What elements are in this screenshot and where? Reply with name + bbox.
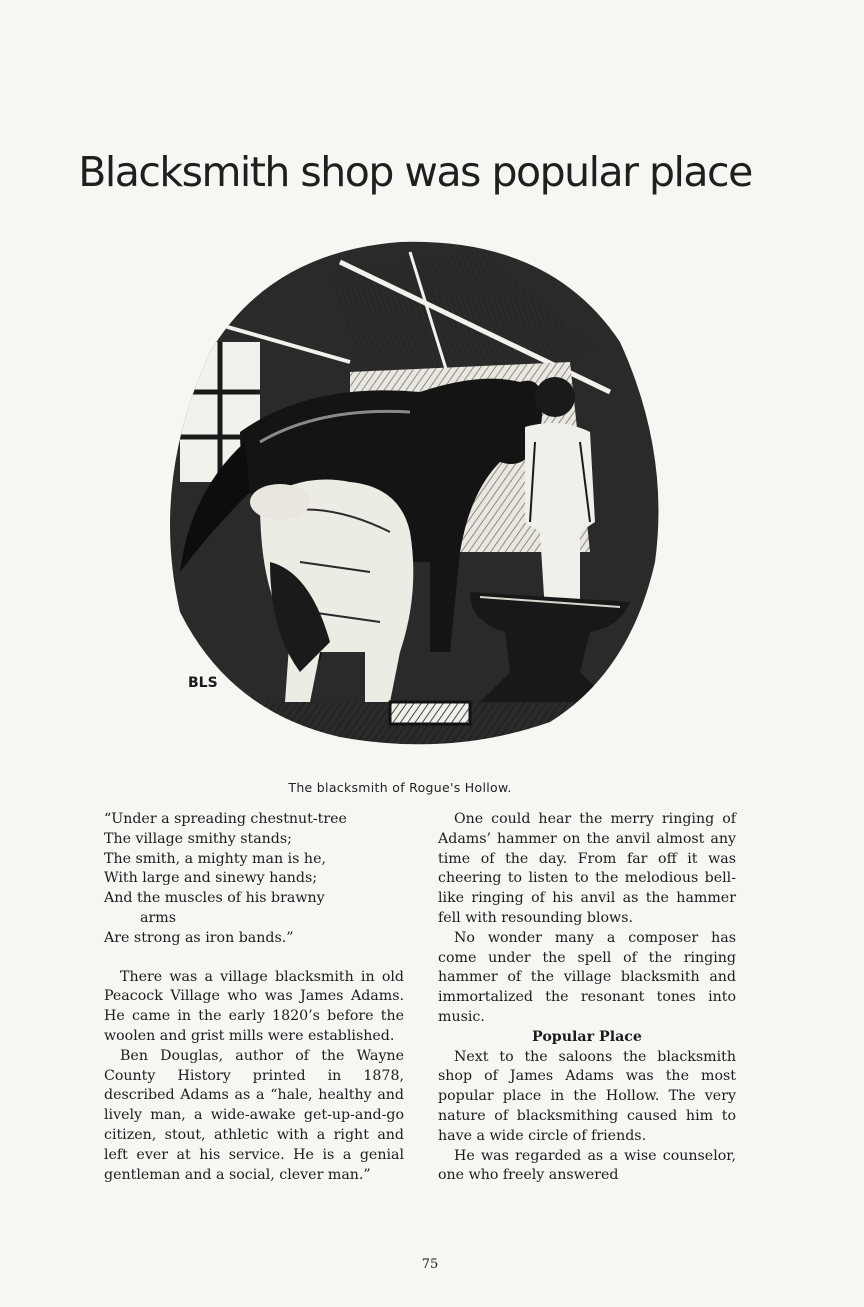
paragraph: One could hear the merry ringing of Adams’ hammer on the anvil almost any time of the day. From far off it was cheering to listen to the melodious bell-like ringing of his anvil as the hammer fell with resounding blows. [438, 811, 736, 926]
paragraph: There was a village blacksmith in old Peacock Village who was James Adams. He came in the early 1820’s before the woolen and grist mills were established. [104, 968, 404, 1044]
left-paragraphs [104, 968, 404, 1186]
right-paragraphs-top [438, 810, 736, 1028]
paragraph: Next to the saloons the blacksmith shop of James Adams was the most popular place in the Hollow. The very nature of blacksmithing caused him to have a wide circle of friends. [438, 1048, 736, 1144]
poem-verse [104, 810, 404, 949]
paragraph: No wonder many a composer has come under the spell of the ringing hammer of the village blacksmith and immortalized the resonant tones into music. [438, 929, 736, 1025]
article-title: Blacksmith shop was popular place [78, 148, 752, 196]
paragraph: Ben Douglas, author of the Wayne County History printed in 1878, described Adams as a “hale, healthy and lively man, a wide-awake get-up-and-go citizen, stout, athletic with a right and left ever at his service. He is a genial gentleman and a social, clever man.” [104, 1047, 404, 1183]
right-column [438, 810, 736, 1186]
verse-line: Are strong as iron bands.” [104, 929, 294, 946]
paragraph: He was regarded as a wise counselor, one who freely answered [438, 1147, 736, 1184]
verse-line: With large and sinewy hands; [104, 870, 318, 887]
verse-line: The smith, a mighty man is he, [104, 850, 326, 867]
blacksmith-illustration [150, 232, 670, 752]
left-column [104, 810, 404, 1185]
verse-line: The village smithy stands; [104, 830, 292, 847]
section-subheading: Popular Place [532, 1028, 642, 1045]
page-number: 75 [421, 1257, 439, 1272]
verse-line: arms [140, 909, 176, 926]
verse-line: And the muscles of his brawny [104, 890, 325, 907]
verse-line: “Under a spreading chestnut-tree [104, 811, 347, 827]
illustration-caption: The blacksmith of Rogue's Hollow. [288, 780, 512, 795]
right-paragraphs-bottom [438, 1048, 736, 1187]
artist-signature: BLS [188, 675, 218, 691]
